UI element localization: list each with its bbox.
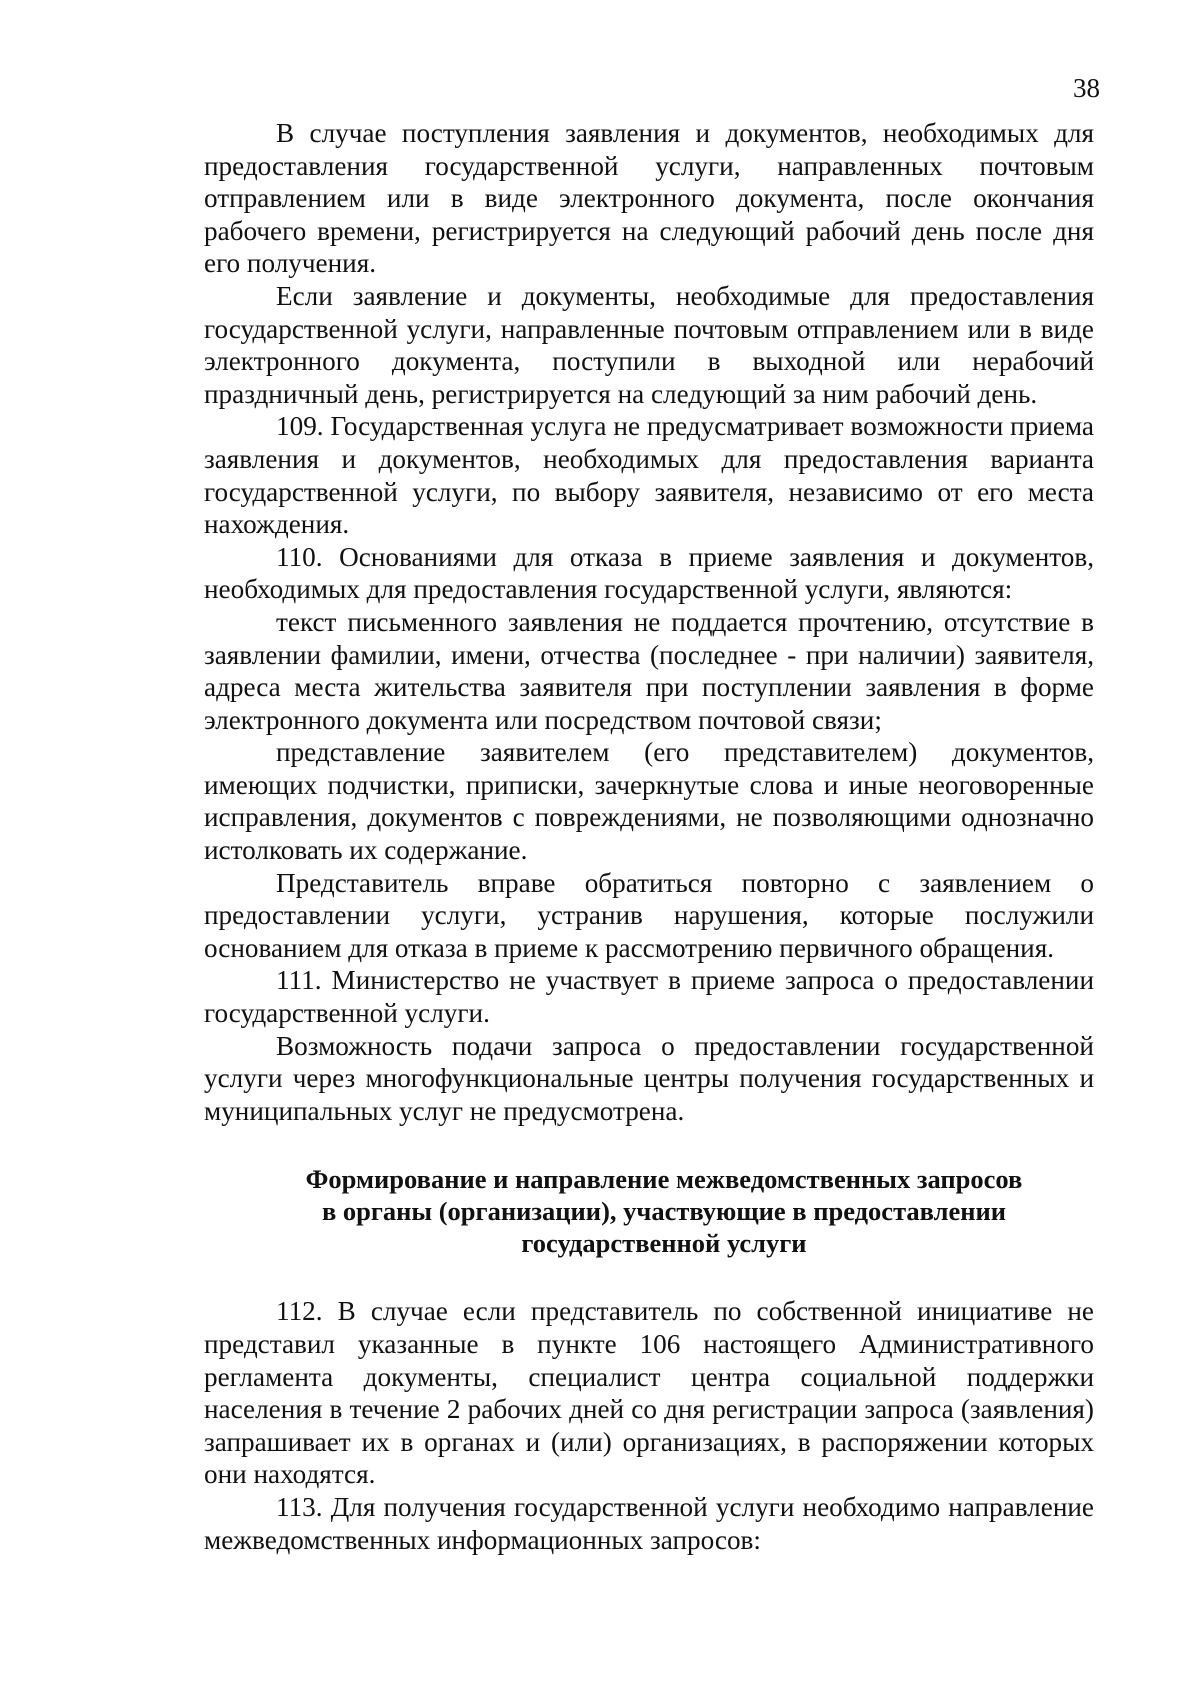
paragraph-refusal-reason-corrections: представление заявителем (его представителем) документов, имеющих подчистки, приписки, зачеркнутые слова и иные неоговоренные исправления, документов с повреждениями, не позволяющими однозначно истолковать их содержание. <box>204 737 1094 866</box>
paragraph-refusal-reason-illegible: текст письменного заявления не поддается прочтению, отсутствие в заявлении фамилии, имени, отчества (последнее - при наличии) заявителя, адреса места жительства заявителя при поступлении заявления в форме электронного документа или посредством почтовой связи; <box>204 606 1094 735</box>
section-heading-line-2: в органы (организации), участвующие в предоставлении <box>321 1196 1007 1227</box>
paragraph-110: 110. Основаниями для отказа в приеме заявления и документов, необходимых для предоставления государственной услуги, являются: <box>204 541 1094 605</box>
page-number: 38 <box>1073 73 1100 103</box>
paragraph-registration-holiday: Если заявление и документы, необходимые для предоставления государственной услуги, направленные почтовым отправлением или в виде электронного документа, поступили в выходной или нерабочий праздничный день, регистрируется на следующий за ним рабочий день. <box>204 280 1094 409</box>
paragraph-113: 113. Для получения государственной услуги необходимо направление межведомственных информационных запросов: <box>204 1491 1094 1555</box>
section-heading-line-3: государственной услуги <box>521 1228 807 1259</box>
paragraph-registration-after-hours: В случае поступления заявления и документов, необходимых для предоставления государственной услуги, направленных почтовым отправлением или в виде электронного документа, после окончания рабочего времени, регистрируется на следующий рабочий день после дня его получения. <box>204 118 1094 279</box>
document-body <box>204 117 1094 1556</box>
paragraph-reapply: Представитель вправе обратиться повторно с заявлением о предоставлении услуги, устранив нарушения, которые послужили основанием для отказа в приеме к рассмотрению первичного обращения. <box>204 867 1094 963</box>
section-heading-line-1: Формирование и направление межведомственных запросов <box>305 1164 1023 1195</box>
paragraph-112: 112. В случае если представитель по собственной инициативе не представил указанные в пункте 106 настоящего Административного регламента документы, специалист центра социальной поддержки населения в течение 2 рабочих дней со дня регистрации запроса (заявления) запрашивает их в органах и (или) организациях, в распоряжении которых они находятся. <box>204 1296 1094 1490</box>
section-heading <box>204 1163 1094 1259</box>
paragraph-109: 109. Государственная услуга не предусматривает возможности приема заявления и документов, необходимых для предоставления варианта государственной услуги, по выбору заявителя, независимо от его места нахождения. <box>204 411 1094 540</box>
paragraph-111: 111. Министерство не участвует в приеме запроса о предоставлении государственной услуги. <box>204 965 1094 1029</box>
paragraph-mfc: Возможность подачи запроса о предоставлении государственной услуги через многофункциональные центры получения государственных и муниципальных услуг не предусмотрена. <box>204 1030 1094 1126</box>
